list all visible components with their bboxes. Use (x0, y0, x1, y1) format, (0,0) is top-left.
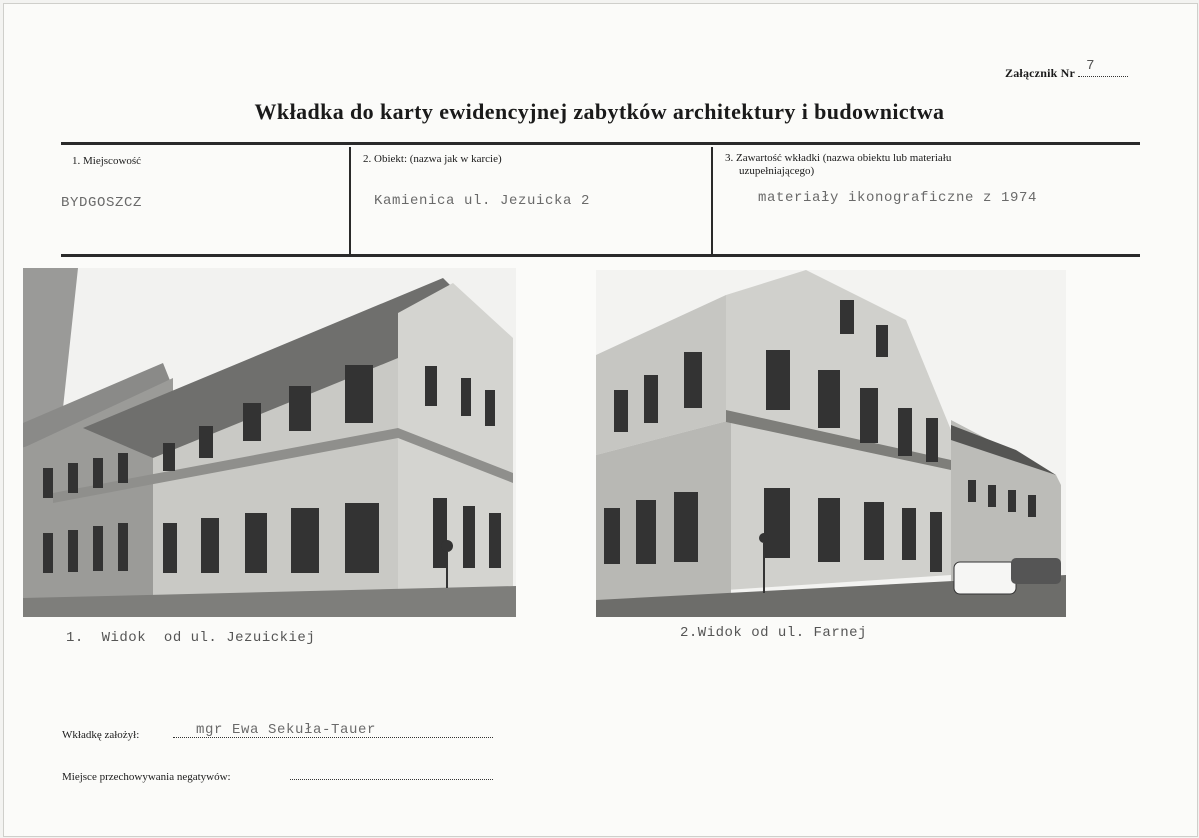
object-value: Kamienica ul. Jezuicka 2 (374, 193, 591, 209)
photo-farna-view (596, 270, 1066, 617)
page-title: Wkładka do karty ewidencyjnej zabytków architektury i budownictwa (254, 99, 945, 124)
annex-label: Załącznik Nr (1005, 66, 1075, 80)
contents-value: materiały ikonograficzne z 1974 (758, 190, 1038, 206)
annex-number (1005, 58, 1128, 81)
bottom-rule (61, 254, 1140, 257)
negatives-label: Miejsce przechowywania negatywów: (62, 771, 231, 783)
photo-2-caption: 2.Widok od ul. Farnej (680, 625, 867, 641)
building-photo-1 (23, 268, 516, 617)
divider-1 (349, 147, 351, 254)
annex-dotted-line (1078, 58, 1128, 77)
contents-label-line1: 3. Zawartość wkładki (nazwa obiektu lub materiału (725, 152, 952, 164)
divider-2 (711, 147, 713, 254)
negatives-line (290, 779, 493, 780)
locality-label: 1. Miejscowość (72, 155, 142, 167)
building-photo-2 (596, 270, 1066, 617)
created-by-label: Wkładkę założył: (62, 729, 140, 741)
top-rule (61, 142, 1140, 145)
photo-jezuicka-view (23, 268, 516, 617)
object-label: 2. Obiekt: (nazwa jak w karcie) (363, 153, 502, 165)
locality-value: BYDGOSZCZ (61, 195, 143, 211)
created-by-value: mgr Ewa Sekuła-Tauer (196, 722, 377, 738)
photo-1-caption: 1. Widok od ul. Jezuickiej (66, 630, 316, 646)
annex-value: 7 (1086, 58, 1095, 74)
contents-label (725, 152, 951, 178)
contents-label-line2: uzupełniającego) (739, 165, 815, 177)
